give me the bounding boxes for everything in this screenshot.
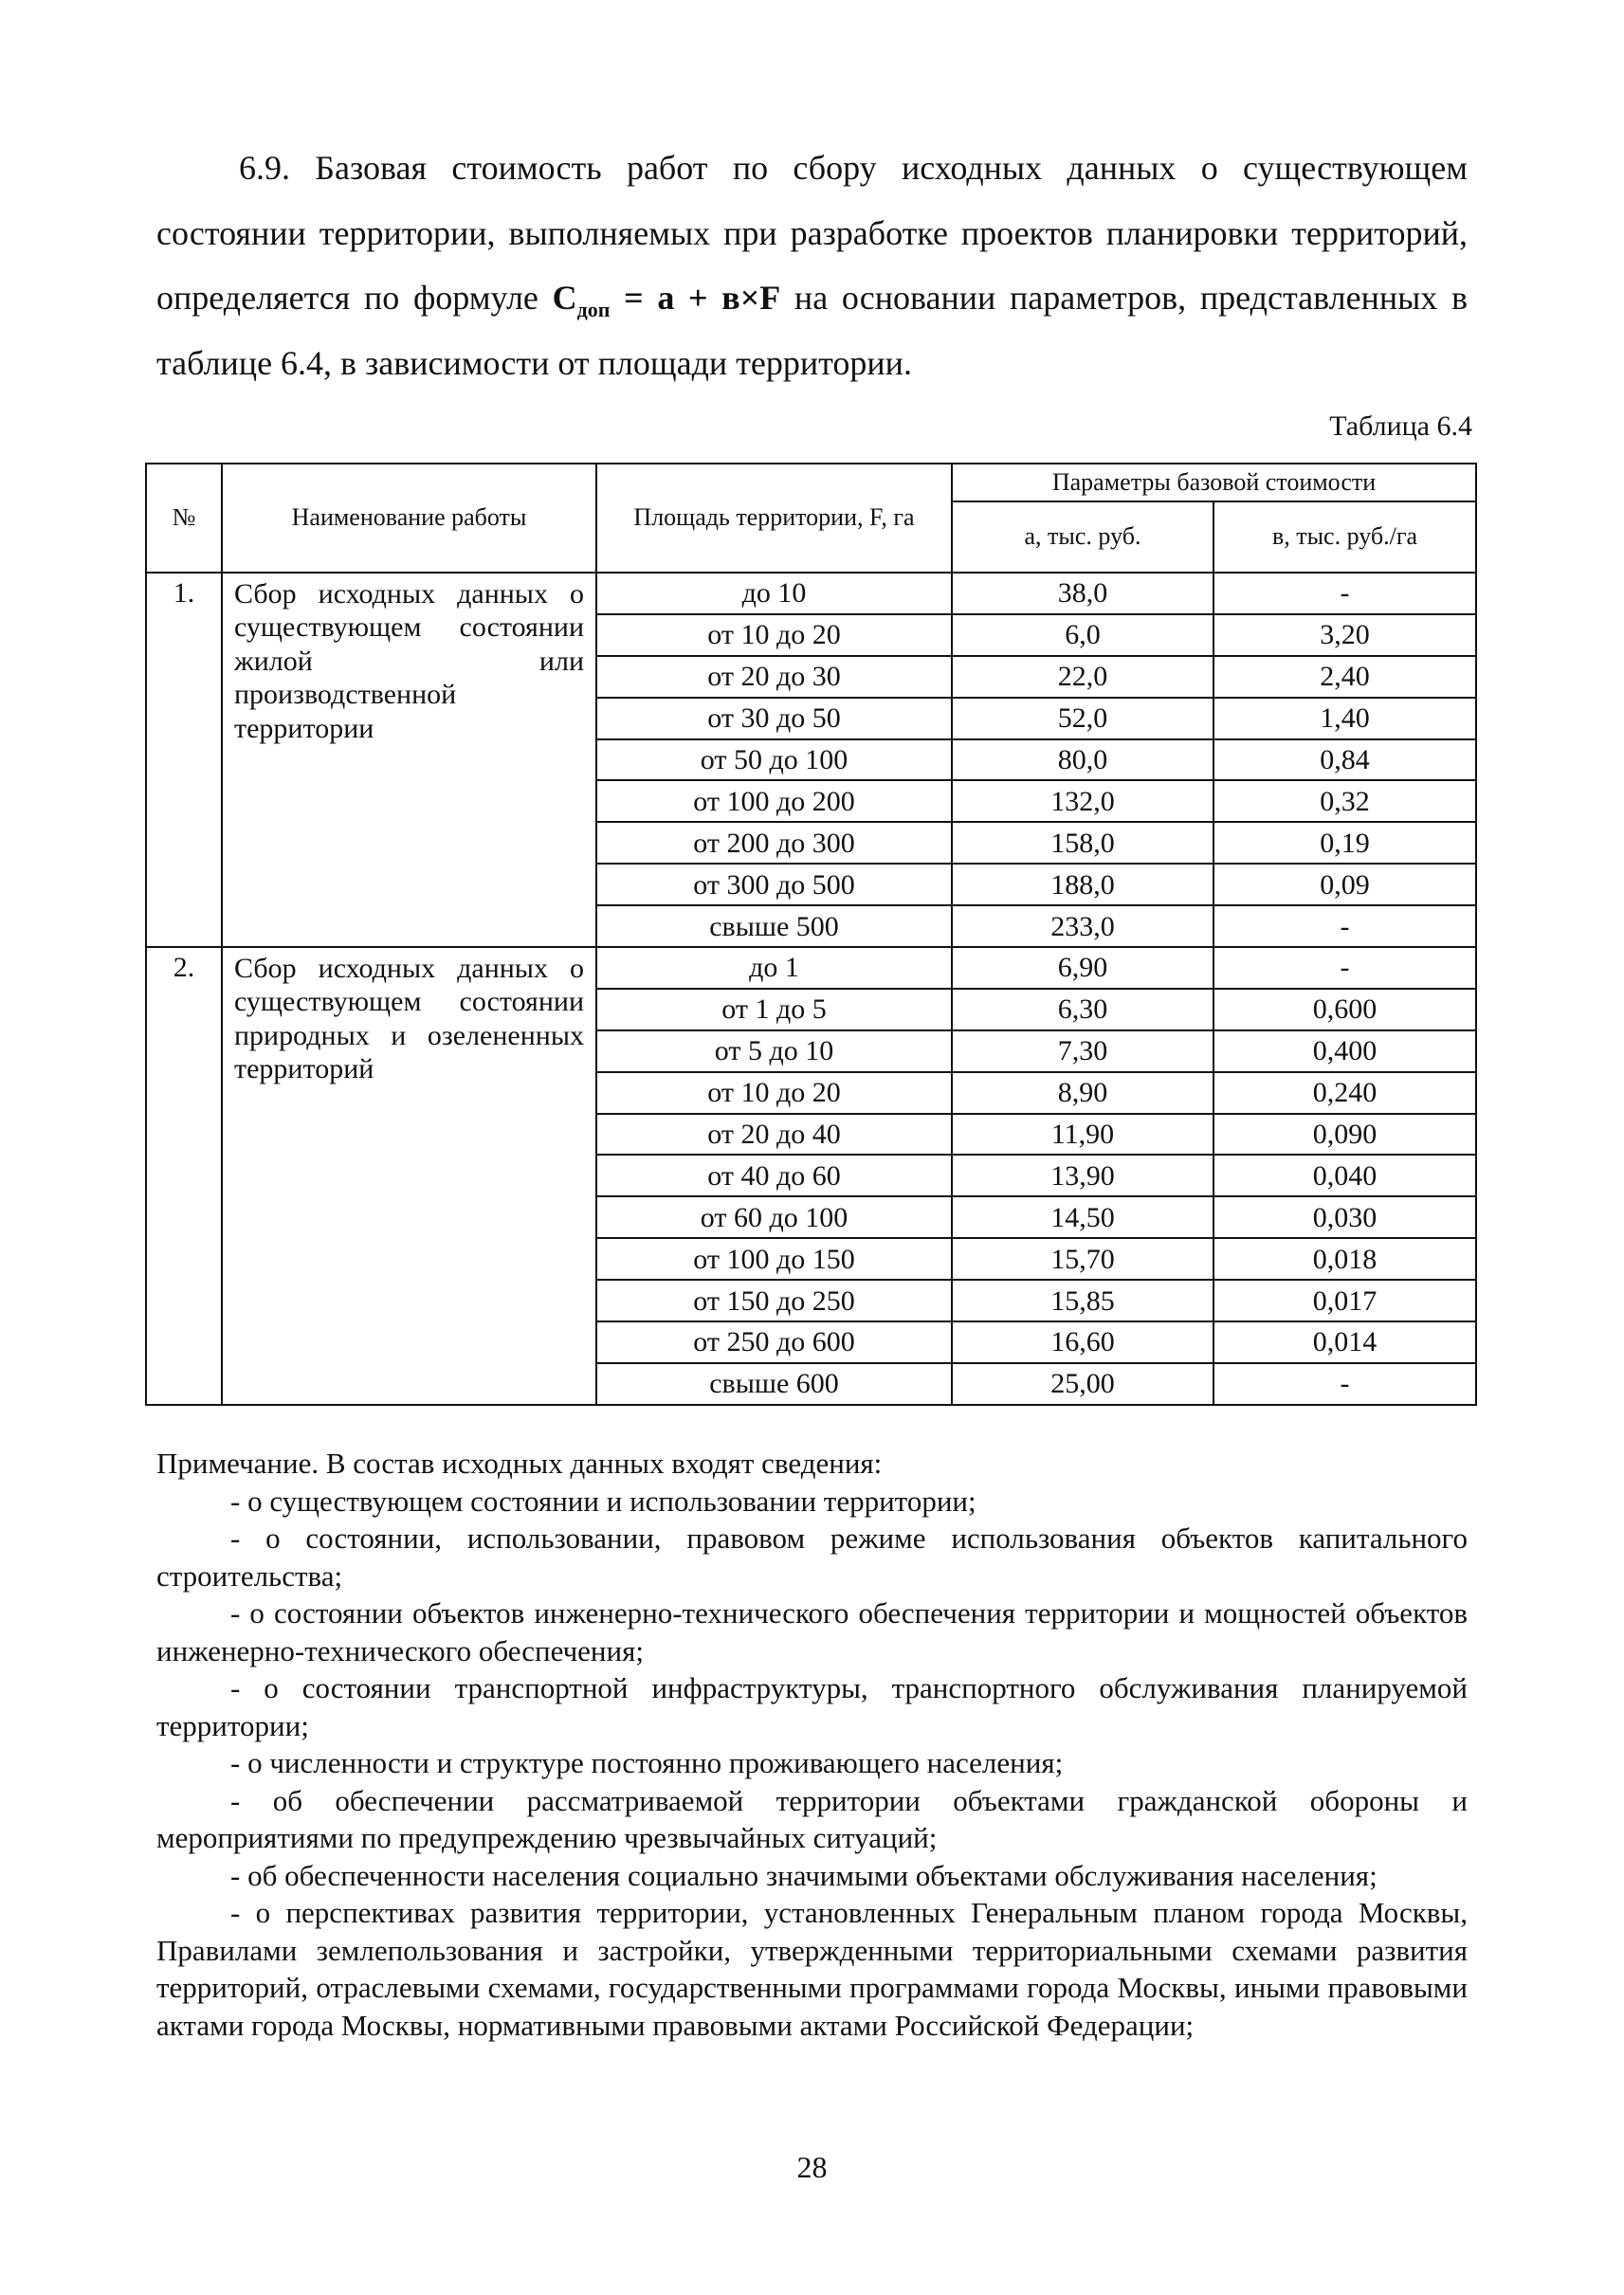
area-cell: от 20 до 40 xyxy=(596,1114,952,1156)
param-a-cell: 8,90 xyxy=(952,1072,1213,1114)
note-item: - о существующем состоянии и использовании территории; xyxy=(230,1484,976,1518)
param-b-cell: 0,19 xyxy=(1213,822,1476,864)
area-cell: до 10 xyxy=(596,573,952,614)
area-cell: от 20 до 30 xyxy=(596,656,952,698)
header-param-a: а, тыс. руб. xyxy=(952,501,1213,573)
header-params: Параметры базовой стоимости xyxy=(952,464,1476,501)
area-cell: от 300 до 500 xyxy=(596,864,952,905)
note-item: - о состоянии, использовании, правовом режиме использования объектов капитального строительства; xyxy=(156,1521,1468,1593)
header-area xyxy=(596,464,952,573)
param-a-cell: 15,85 xyxy=(952,1280,1213,1321)
header-area-text: Площадь территории, F, га xyxy=(633,503,915,532)
header-param-b: в, тыс. руб./га xyxy=(1213,501,1476,573)
base-cost-table xyxy=(145,463,1477,1406)
param-a-cell: 25,00 xyxy=(952,1363,1213,1405)
param-b-cell: 0,014 xyxy=(1213,1321,1476,1363)
param-a-cell: 132,0 xyxy=(952,780,1213,822)
intro-paragraph xyxy=(156,136,1468,395)
param-b-cell: 0,84 xyxy=(1213,739,1476,781)
work-name: Сбор исходных данных о существующем состоянии жилой или производственной территории xyxy=(222,573,596,947)
param-a-cell: 233,0 xyxy=(952,905,1213,947)
intro-text-before: 6.9. Базовая стоимость работ по сбору исходных данных о существующем состоянии территории, выполняемых при разработке проектов планировки территорий, определяется по формуле xyxy=(156,149,1468,318)
area-cell: от 40 до 60 xyxy=(596,1155,952,1196)
area-cell: от 10 до 20 xyxy=(596,1072,952,1114)
param-b-cell: 0,018 xyxy=(1213,1238,1476,1280)
formula-subscript: доп xyxy=(576,298,611,322)
param-a-cell: 15,70 xyxy=(952,1238,1213,1280)
area-cell: от 60 до 100 xyxy=(596,1196,952,1238)
area-cell: свыше 600 xyxy=(596,1363,952,1405)
param-b-cell: 1,40 xyxy=(1213,698,1476,739)
param-b-cell: 3,20 xyxy=(1213,614,1476,656)
param-a-cell: 158,0 xyxy=(952,822,1213,864)
table-body xyxy=(146,573,1476,1405)
param-b-cell: 2,40 xyxy=(1213,656,1476,698)
row-number: 1. xyxy=(146,573,222,947)
param-b-cell: - xyxy=(1213,905,1476,947)
page-number: 28 xyxy=(796,2150,828,2184)
param-a-cell: 6,90 xyxy=(952,947,1213,989)
param-b-cell: - xyxy=(1213,1363,1476,1405)
work-name: Сбор исходных данных о существующем состоянии природных и озелененных территорий xyxy=(222,947,596,1405)
note-item: - об обеспечении рассматриваемой территории объектами гражданской обороны и мероприятиями по предупреждению чрезвычайных ситуаций; xyxy=(156,1783,1468,1854)
param-b-cell: 0,600 xyxy=(1213,989,1476,1030)
param-b-cell: 0,32 xyxy=(1213,780,1476,822)
area-cell: до 1 xyxy=(596,947,952,989)
area-cell: от 250 до 600 xyxy=(596,1321,952,1363)
table-row xyxy=(146,573,1476,614)
header-work-name: Наименование работы xyxy=(222,464,596,573)
area-cell: от 10 до 20 xyxy=(596,614,952,656)
param-b-cell: 0,017 xyxy=(1213,1280,1476,1321)
area-cell: от 50 до 100 xyxy=(596,739,952,781)
area-cell: от 150 до 250 xyxy=(596,1280,952,1321)
param-a-cell: 6,30 xyxy=(952,989,1213,1030)
param-b-cell: 0,040 xyxy=(1213,1155,1476,1196)
param-a-cell: 7,30 xyxy=(952,1030,1213,1072)
formula-symbol: С xyxy=(552,279,577,318)
area-cell: свыше 500 xyxy=(596,905,952,947)
intro-text-after: на основании параметров, представленных в таблице 6.4, в зависимости от площади территории. xyxy=(156,279,1468,382)
note-item: - о перспективах развития территории, установленных Генеральным планом города Москвы, Правилами землепользования и застройки, утвержденными территориальными схемами развития территорий, отраслевыми схемами, государственными программами города Москвы, иными правовыми актами города Москвы, нормативными правовыми актами Российской Федерации; xyxy=(156,1896,1468,2042)
param-a-cell: 16,60 xyxy=(952,1321,1213,1363)
area-cell: от 200 до 300 xyxy=(596,822,952,864)
note-item: - о состоянии транспортной инфраструктуры, транспортного обслуживания планируемой территории; xyxy=(156,1671,1468,1742)
param-b-cell: - xyxy=(1213,573,1476,614)
note-item: - об обеспеченности населения социально значимыми объектами обслуживания населения; xyxy=(230,1858,1378,1892)
param-a-cell: 188,0 xyxy=(952,864,1213,905)
param-a-cell: 22,0 xyxy=(952,656,1213,698)
formula-expression: = а + в×F xyxy=(610,279,781,318)
param-b-cell: 0,09 xyxy=(1213,864,1476,905)
area-cell: от 100 до 200 xyxy=(596,780,952,822)
param-a-cell: 11,90 xyxy=(952,1114,1213,1156)
formula xyxy=(552,279,781,322)
param-a-cell: 38,0 xyxy=(952,573,1213,614)
area-cell: от 30 до 50 xyxy=(596,698,952,739)
area-cell: от 100 до 150 xyxy=(596,1238,952,1280)
note-item: - о численности и структуре постоянно проживающего населения; xyxy=(230,1746,1064,1779)
area-cell: от 1 до 5 xyxy=(596,989,952,1030)
param-a-cell: 6,0 xyxy=(952,614,1213,656)
param-a-cell: 13,90 xyxy=(952,1155,1213,1196)
table-caption: Таблица 6.4 xyxy=(1329,410,1472,442)
area-cell: от 5 до 10 xyxy=(596,1030,952,1072)
note-list xyxy=(156,1483,1468,2045)
table-row xyxy=(146,947,1476,989)
param-b-cell: - xyxy=(1213,947,1476,989)
param-b-cell: 0,400 xyxy=(1213,1030,1476,1072)
note xyxy=(156,1445,1468,2044)
param-b-cell: 0,090 xyxy=(1213,1114,1476,1156)
note-heading: Примечание. В состав исходных данных входят сведения: xyxy=(156,1447,883,1480)
param-b-cell: 0,240 xyxy=(1213,1072,1476,1114)
param-a-cell: 52,0 xyxy=(952,698,1213,739)
header-num: № xyxy=(146,464,222,573)
param-b-cell: 0,030 xyxy=(1213,1196,1476,1238)
param-a-cell: 80,0 xyxy=(952,739,1213,781)
note-item: - о состоянии объектов инженерно-технического обеспечения территории и мощностей объектов инженерно-технического обеспечения; xyxy=(156,1596,1468,1667)
row-number: 2. xyxy=(146,947,222,1405)
param-a-cell: 14,50 xyxy=(952,1196,1213,1238)
